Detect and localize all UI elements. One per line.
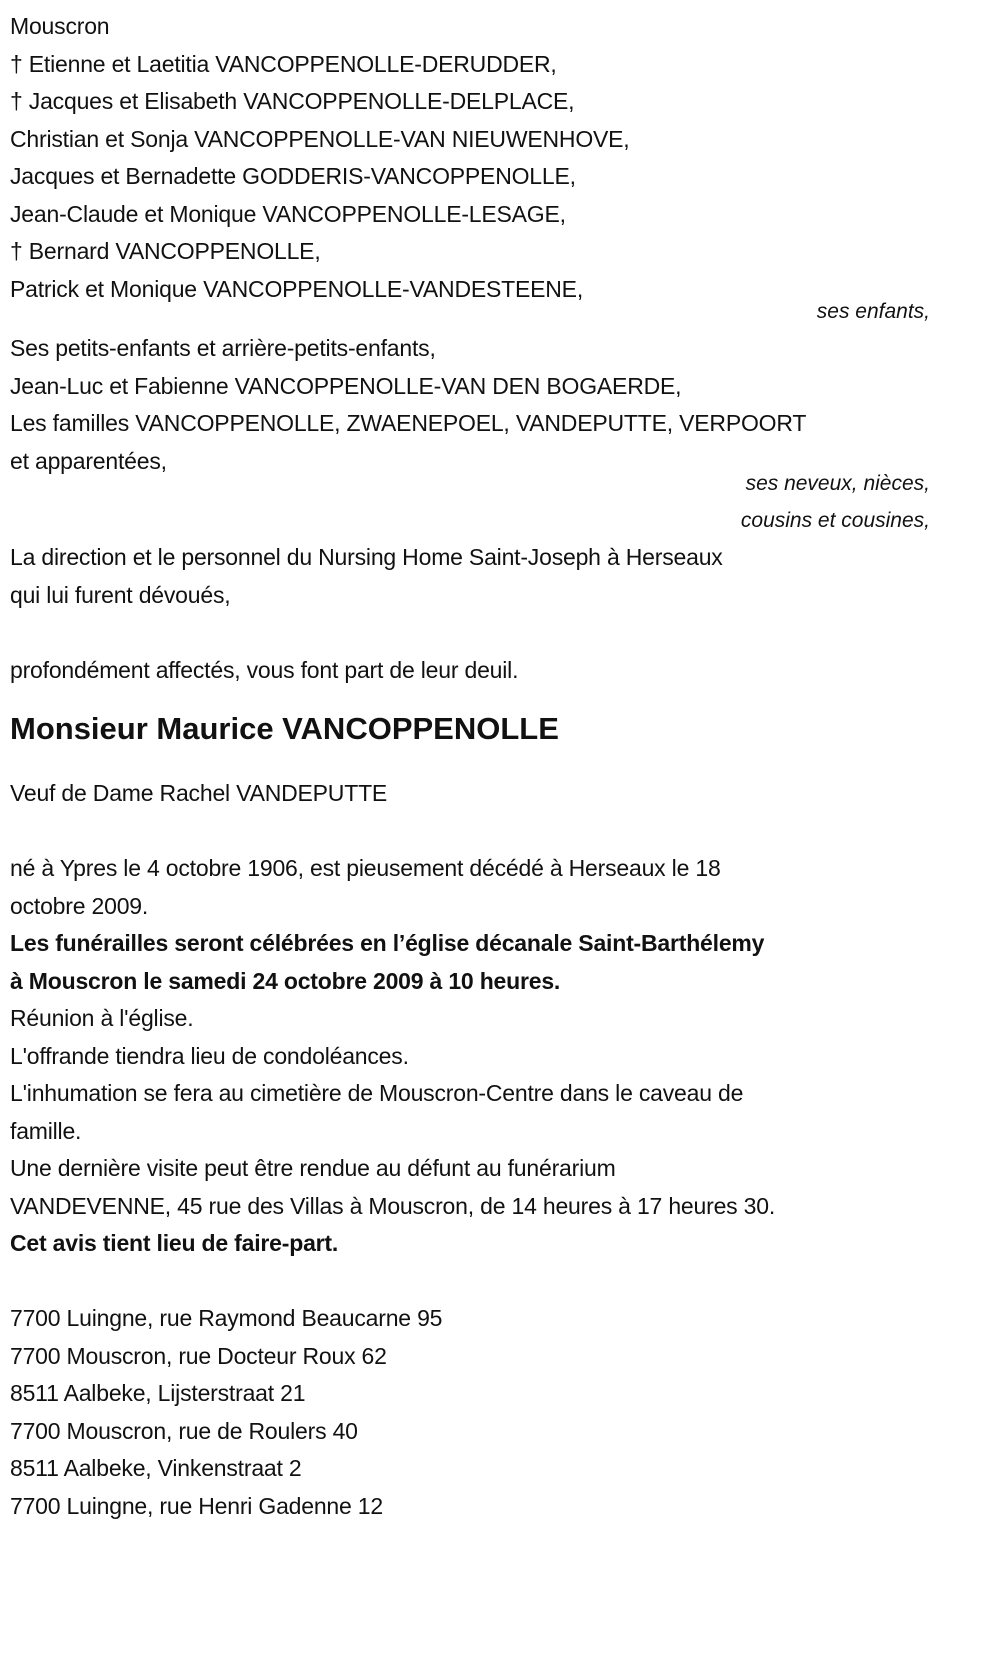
notice-text: Cet avis tient lieu de faire-part. [10,1230,339,1256]
child-line: Patrick et Monique VANCOPPENOLLE-VANDESTEENE, [10,275,584,302]
detail-line: VANDEVENNE, 45 rue des Villas à Mouscron, de 14 heures à 17 heures 30. [10,1192,776,1219]
place: Mouscron [10,13,110,39]
detail-line: L'offrande tiendra lieu de condoléances. [10,1042,409,1069]
child-line: † Etienne et Laetitia VANCOPPENOLLE-DERUDDER, [10,50,557,77]
child-line: Jean-Claude et Monique VANCOPPENOLLE-LESAGE, [10,200,566,227]
mourning-text: profondément affectés, vous font part de leur deuil. [10,656,519,683]
widower-text: Veuf de Dame Rachel VANDEPUTTE [10,780,388,806]
address-line: 7700 Mouscron, rue Docteur Roux 62 [10,1342,387,1369]
relative-line: Ses petits-enfants et arrière-petits-enfants, [10,335,436,361]
relative-line: Les familles VANCOPPENOLLE, ZWAENEPOEL, VANDEPUTTE, VERPOORT [10,410,807,436]
detail-line: famille. [10,1117,82,1144]
detail-line: L'inhumation se fera au cimetière de Mouscron-Centre dans le caveau de [10,1080,744,1106]
children-list [10,46,930,309]
address-list [10,1300,930,1525]
relative-line: et apparentées, [10,447,167,474]
detail-line: Réunion à l'église. [10,1005,194,1031]
address-line: 8511 Aalbeke, Lijsterstraat 21 [10,1380,306,1406]
address-line: 7700 Mouscron, rue de Roulers 40 [10,1417,358,1444]
funeral-line: Les funérailles seront célébrées en l’église décanale Saint-Barthélemy [10,930,765,956]
staff-line: La direction et le personnel du Nursing Home Saint-Joseph à Herseaux [10,544,723,570]
address-line: 8511 Aalbeke, Vinkenstraat 2 [10,1455,302,1481]
child-line: Christian et Sonja VANCOPPENOLLE-VAN NIEUWENHOVE, [10,125,630,152]
relative-line: Jean-Luc et Fabienne VANCOPPENOLLE-VAN DEN BOGAERDE, [10,372,682,399]
relatives-label: cousins et cousines, [740,509,930,532]
birth-death-line: octobre 2009. [10,892,149,919]
child-line: Jacques et Bernadette GODDERIS-VANCOPPENOLLE, [10,163,576,189]
deceased-name: Monsieur Maurice VANCOPPENOLLE [10,711,559,746]
address-line: 7700 Luingne, rue Raymond Beaucarne 95 [10,1305,443,1331]
child-line: † Jacques et Elisabeth VANCOPPENOLLE-DELPLACE, [10,88,575,114]
child-line: † Bernard VANCOPPENOLLE, [10,238,321,264]
relatives-label: ses neveux, nièces, [745,472,930,495]
children-label: ses enfants, [816,300,930,323]
funeral-line: à Mouscron le samedi 24 octobre 2009 à 10 heures. [10,967,561,994]
relatives-list [10,330,930,480]
address-line: 7700 Luingne, rue Henri Gadenne 12 [10,1492,383,1519]
staff-line: qui lui furent dévoués, [10,581,231,608]
birth-death-line: né à Ypres le 4 octobre 1906, est pieusement décédé à Herseaux le 18 [10,855,721,881]
detail-line: Une dernière visite peut être rendue au défunt au funérarium [10,1155,616,1181]
